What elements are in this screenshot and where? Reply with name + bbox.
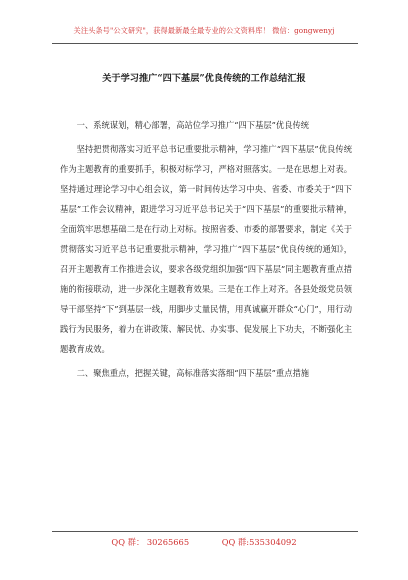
qq-group-2: QQ 群:535304092 <box>221 537 297 547</box>
header-divider <box>52 43 358 44</box>
body-paragraph: 坚持把贯彻落实习近平总书记重要批示精神，学习推广“四下基层”优良传统作为主题教育的重要抓手，积极对标学习，严格对照落实。一是在思想上对表。坚持通过理论学习中心组会议，第一时间传达学习中央、省委、市委关于“四下基层”工作会议精神，跟进学习习近平总书记关于“四下基层”的重要批示精神，全面筑牢思想基础二是在行动上对标。按照省委、市委的部署要求，制定《关于贯彻落实习近平总书记重要批示精神，学习推广“四下基层”优良传统的通知》，召开主题教育工作推进会议，要求各级党组织加强“四下基层”同主题教育重点措施的衔接联动，进一步深化主题教育效果。三是在工作上对齐。各县处级党员领导干部坚持“下”到基层一线，用脚步丈量民情，用真诚赢开群众“心门”，用行动践行为民服务，着力在讲政策、解民忧、办实事、促发展上下功夫，不断强化主题教育成效。 <box>60 144 352 354</box>
qq-group-1: QQ 群： 30265665 <box>111 537 190 547</box>
footer-divider <box>52 531 358 532</box>
section-heading-1: 一、系统谋划，精心部署，高站位学习推广“四下基层”优良传统 <box>76 120 310 130</box>
section-heading-2: 二、聚焦重点，把握关键，高标准落实落细“四下基层”重点措施 <box>76 368 310 378</box>
document-title: 关于学习推广“四下基层”优良传统的工作总结汇报 <box>102 73 306 84</box>
qq-footer <box>0 536 408 548</box>
document-body <box>60 115 352 387</box>
promo-header: 关注头条号"公文研究"，获得最新最全最专业的公文资料库！ 微信：gongwenyj <box>73 26 335 35</box>
